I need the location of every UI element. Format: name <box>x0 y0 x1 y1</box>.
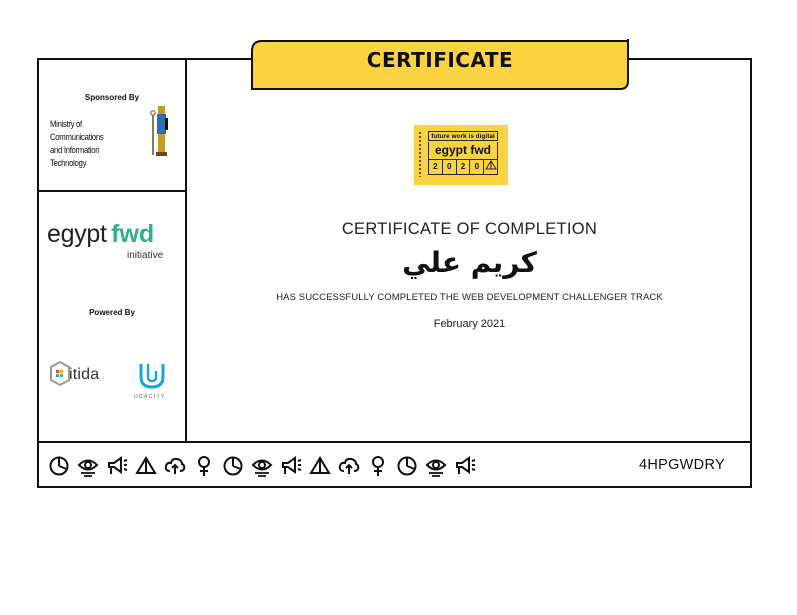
pin-icon <box>367 455 389 477</box>
certificate-tab-label: CERTIFICATE <box>366 48 514 72</box>
recipient-name: كريم علي <box>402 246 537 279</box>
certificate-serial: 4HPGWDRY <box>639 457 725 473</box>
eye-icon <box>251 455 273 477</box>
ministry-line-2: and Information Technology <box>50 145 100 169</box>
udacity-logo-icon <box>134 361 170 391</box>
egypt-fwd-2020-badge <box>414 125 508 185</box>
badge-tagline: future work is digital <box>428 131 498 141</box>
megaphone-icon <box>280 455 302 477</box>
megaphone-icon <box>106 455 128 477</box>
logo-egypt-text: egypt <box>47 220 107 248</box>
badge-year-digit: 0 <box>443 160 457 174</box>
completion-date: February 2021 <box>433 318 506 330</box>
cloud-upload-icon <box>164 455 186 477</box>
pie-chart-icon <box>396 455 418 477</box>
prism-icon <box>309 455 331 477</box>
certificate-title: CERTIFICATE OF COMPLETION <box>341 220 598 238</box>
badge-name: egypt fwd <box>428 142 498 160</box>
ministry-line-1: Ministry of Communications <box>50 119 104 143</box>
sponsor-divider <box>37 190 187 192</box>
logo-fwd-text: fwd <box>111 220 155 248</box>
badge-year-row <box>428 160 498 175</box>
itida-logo-icon <box>50 361 70 387</box>
ministry-name <box>50 118 132 170</box>
cloud-upload-icon <box>338 455 360 477</box>
udacity-logo-text: UDACITY <box>134 394 166 400</box>
certificate-tab <box>250 39 630 89</box>
powered-by-heading: Powered By <box>89 308 135 317</box>
megaphone-icon <box>454 455 476 477</box>
egypt-fwd-logo <box>47 220 177 261</box>
itida-logo-text: itida <box>69 366 100 383</box>
ministry-emblem-icon <box>150 103 172 161</box>
badge-year-digit: 2 <box>429 160 443 174</box>
prism-icon <box>135 455 157 477</box>
footer-divider <box>37 441 752 443</box>
badge-dots <box>418 131 422 177</box>
eye-icon <box>425 455 447 477</box>
pie-chart-icon <box>222 455 244 477</box>
badge-year-digit: 2 <box>457 160 471 174</box>
footer-icon-bar <box>48 452 476 480</box>
eye-icon <box>77 455 99 477</box>
completion-statement: HAS SUCCESSFULLY COMPLETED THE WEB DEVELOPMENT CHALLENGER TRACK <box>276 292 663 303</box>
badge-year-digit: 0 <box>470 160 484 174</box>
pin-icon <box>193 455 215 477</box>
badge-prism-icon <box>484 160 497 174</box>
pie-chart-icon <box>48 455 70 477</box>
logo-initiative-text: initiative <box>127 250 164 261</box>
sponsored-by-heading: Sponsored By <box>84 93 140 102</box>
